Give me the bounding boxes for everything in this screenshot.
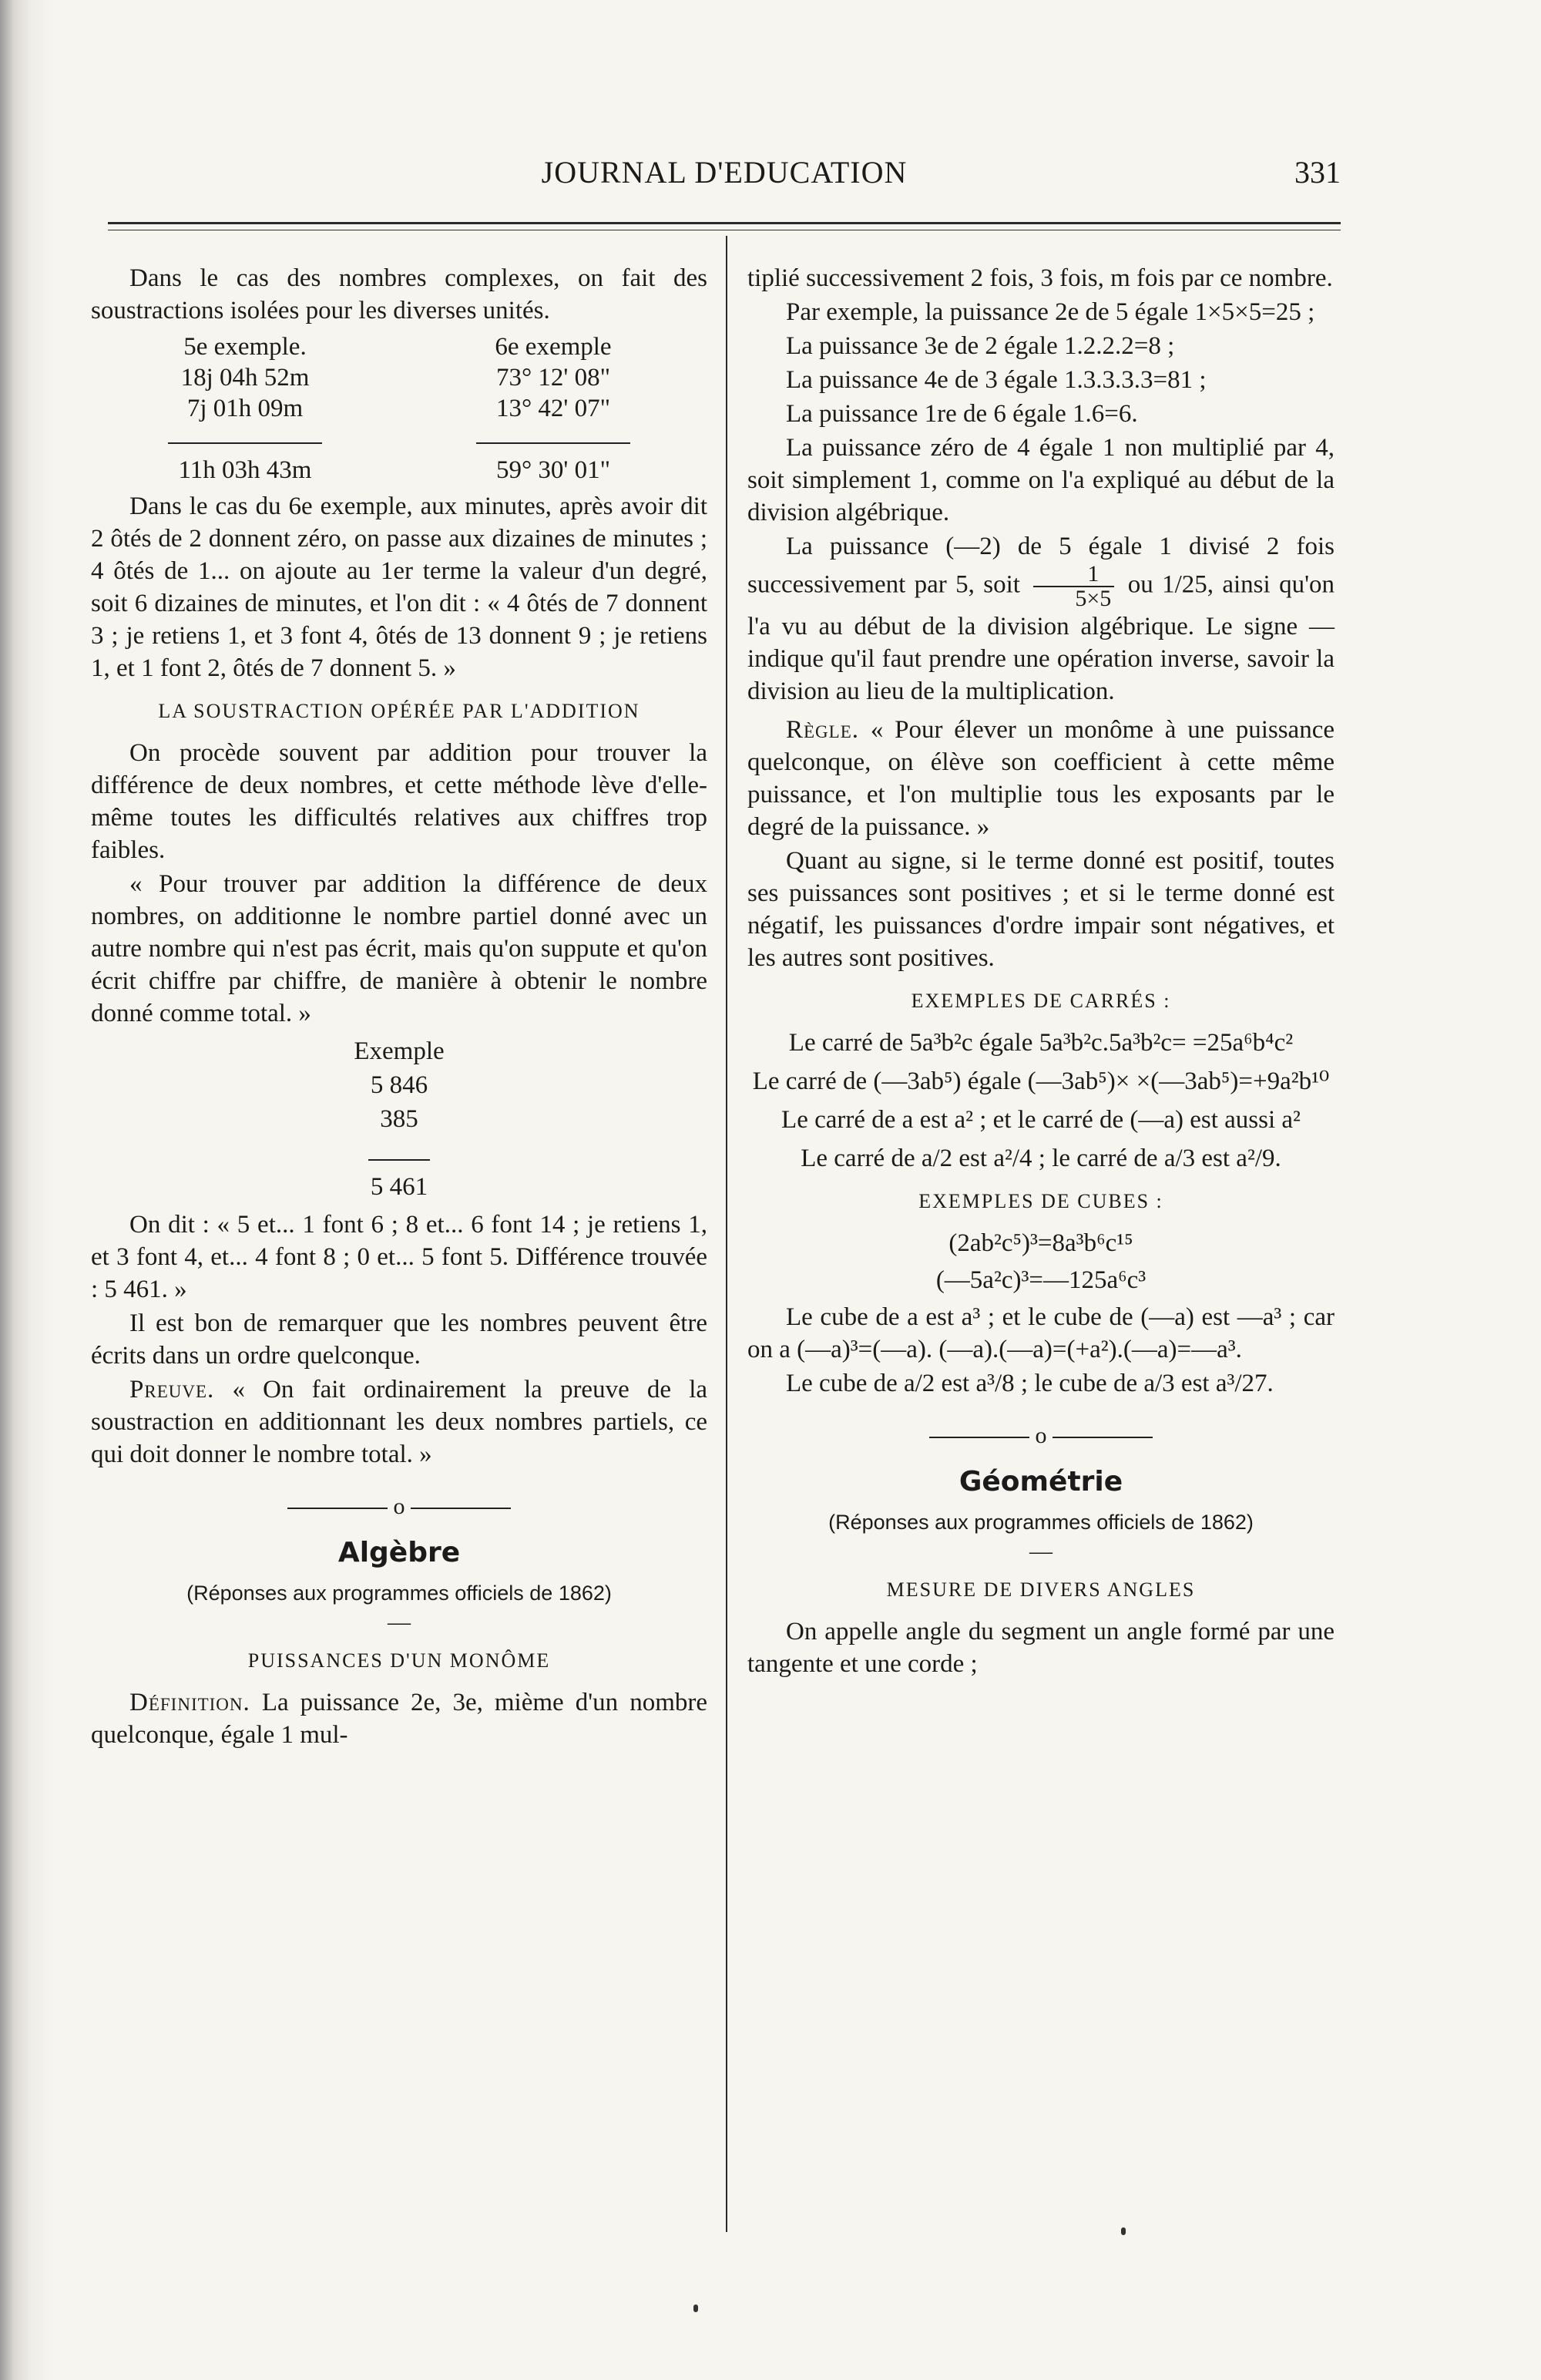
formula-cube-2: (—5a²c)³=—125a⁶c³	[935, 1266, 1147, 1294]
calc-result: 5 461	[370, 1173, 428, 1201]
page-number: 331	[1294, 155, 1341, 190]
official-programs-reference: (Réponses aux programmes officiels de 1862)	[828, 1511, 1254, 1534]
column-divider	[726, 236, 727, 2232]
section-title-geometrie: Géométrie	[959, 1466, 1123, 1498]
complex-subtraction-examples	[91, 331, 707, 486]
left-column	[91, 262, 707, 1753]
running-title: JOURNAL D'EDUCATION	[541, 155, 908, 190]
subheading-soustraction-addition: LA SOUSTRACTION OPÉRÉE PAR L'ADDITION	[158, 700, 640, 722]
example-6-subtrahend: 13° 42' 07"	[495, 395, 611, 422]
example-5-minuend: 18j 04h 52m	[180, 364, 310, 392]
paragraph: Par exemple, la puissance 2e de 5 égale 1×5×5=25 ;	[786, 298, 1315, 326]
official-programs-reference: (Réponses aux programmes officiels de 1862)	[186, 1582, 612, 1605]
paragraph: On appelle angle du segment un angle formé par une tangente et une corde ;	[747, 1618, 1335, 1678]
paragraph: Le cube de a est a³ ; et le cube de (—a) est —a³ ; car on a (—a)³=(—a). (—a).(—a)=(+a²).(—a)=—a³.	[747, 1303, 1335, 1363]
paragraph: On procède souvent par addition pour trouver la différence de deux nombres, et cette méthode lève d'elle-même toutes les difficultés relatives aux chiffres trop faibles.	[91, 739, 707, 864]
formula-carre-1: Le carré de 5a³b²c égale 5a³b²c.5a³b²c= =25a⁶b⁴c²	[788, 1029, 1294, 1057]
addition-example	[91, 1034, 707, 1204]
example-5-result: 11h 03h 43m	[178, 456, 312, 484]
paragraph-quote: « Pour trouver par addition la différence de deux nombres, on additionne le nombre partiel donné avec un autre nombre qui n'est pas écrit, mais qu'on suppute et qu'on écrit chiffre par chiffre, de manière à obtenir le nombre donné comme total. »	[91, 870, 707, 1027]
formula-cube-1: (2ab²c⁵)³=8a³b⁶c¹⁵	[948, 1229, 1133, 1257]
section-title-algebre: Algèbre	[337, 1537, 461, 1568]
definition-text: La puissance 2e, 3e, mième d'un nombre quelconque, égale 1 mul-	[91, 1689, 707, 1749]
negative-power-text-cont: ou 1/25, ainsi qu'on l'a vu au début de la division algébrique. Le signe — indique qu'il faut prendre une opération inverse, savoir la division au lieu de la multiplication.	[747, 570, 1335, 705]
section-separator	[747, 1420, 1335, 1452]
sum-rule	[476, 442, 630, 444]
paragraph: La puissance 3e de 2 égale 1.2.2.2=8 ;	[786, 332, 1175, 360]
regle-text: « Pour élever un monôme à une puissance quelconque, on élève son coefficient à cette même puissance, et l'on multiplie tous les exposants par le degré de la puissance. »	[747, 716, 1335, 841]
right-column	[747, 262, 1335, 1682]
header-rule	[108, 222, 1341, 224]
paragraph: Dans le cas des nombres complexes, on fait des soustractions isolées pour les diverses unités.	[91, 264, 707, 324]
definition-label: Définition.	[129, 1689, 250, 1716]
preuve-text: « On fait ordinairement la preuve de la soustraction en additionnant les deux nombres partiels, ce qui doit donner le nombre total. »	[91, 1376, 708, 1468]
example-label: Exemple	[354, 1037, 445, 1065]
sum-rule	[168, 442, 322, 444]
paragraph: Il est bon de remarquer que les nombres peuvent être écrits dans un ordre quelconque.	[91, 1309, 707, 1370]
calc-minuend: 5 846	[370, 1071, 428, 1099]
formula-carre-4: Le carré de a/2 est a²/4 ; le carré de a/3 est a²/9.	[801, 1145, 1281, 1172]
example-5-label: 5e exemple.	[183, 333, 307, 361]
calc-subtrahend: 385	[380, 1105, 418, 1133]
regle-label: Règle.	[786, 716, 860, 744]
fraction	[1033, 563, 1114, 610]
calc-rule	[368, 1159, 430, 1161]
formula-carre-2: Le carré de (—3ab⁵) égale (—3ab⁵)× ×(—3ab⁵)=+9a²b¹⁰	[752, 1067, 1330, 1095]
paragraph-preuve	[91, 1373, 707, 1471]
subheading-puissances: PUISSANCES D'UN MONÔME	[247, 1649, 551, 1672]
example-6-result: 59° 30' 01"	[495, 456, 611, 484]
fraction-numerator: 1	[1033, 563, 1114, 587]
formula-carre-3: Le carré de a est a² ; et le carré de (—a) est aussi a²	[781, 1106, 1301, 1134]
paragraph: La puissance 1re de 6 égale 1.6=6.	[786, 400, 1138, 428]
page-binding-edge	[0, 0, 54, 2380]
paragraph: La puissance zéro de 4 égale 1 non multiplié par 4, soit simplement 1, comme on l'a expliqué au début de la division algébrique.	[747, 434, 1335, 526]
example-6-minuend: 73° 12' 08"	[495, 364, 611, 392]
print-speck	[1121, 2227, 1126, 2235]
paragraph-definition	[91, 1686, 707, 1751]
paragraph-negative-power	[747, 530, 1335, 708]
paragraph: Quant au signe, si le terme donné est positif, toutes ses puissances sont positives ; et si le terme donné est négatif, les puissances d'ordre impair sont négatives, et les autres sont positives.	[747, 847, 1335, 972]
paragraph: tiplié successivement 2 fois, 3 fois, m fois par ce nombre.	[747, 264, 1333, 292]
separator-mark: o	[393, 1494, 405, 1519]
subheading-angles: MESURE DE DIVERS ANGLES	[886, 1578, 1196, 1601]
subheading-carres: EXEMPLES DE CARRÉS :	[911, 990, 1171, 1012]
section-separator	[91, 1491, 707, 1523]
separator-mark: o	[1035, 1423, 1047, 1448]
example-5-subtrahend: 7j 01h 09m	[186, 395, 304, 422]
paragraph-quote: On dit : « 5 et... 1 font 6 ; 8 et... 6 font 14 ; je retiens 1, et 3 font 4, et... 4 font 8 ; 0 et... 5 font 5. Différence trouvée : 5 461. »	[91, 1211, 707, 1303]
short-dash: —	[388, 1609, 411, 1635]
page-header	[108, 154, 1341, 200]
print-speck	[693, 2304, 698, 2312]
paragraph: Dans le cas du 6e exemple, aux minutes, après avoir dit 2 ôtés de 2 donnent zéro, on passe aux dizaines de minutes ; 4 ôtés de 1... on ajoute au 1er terme la valeur d'un degré, soit 6 dizaines de minutes, et l'on dit : « 4 ôtés de 7 donnent 3 ; je retiens 1, et 3 font 4, ôtés de 13 donnent 9 ; je retiens 1, et 1 font 2, ôtés de 7 donnent 5. »	[91, 492, 707, 682]
paragraph-regle	[747, 714, 1335, 843]
paragraph: Le cube de a/2 est a³/8 ; le cube de a/3 est a³/27.	[786, 1370, 1274, 1397]
preuve-label: Preuve.	[129, 1376, 215, 1403]
fraction-denominator: 5×5	[1075, 586, 1112, 611]
negative-power-text: La puissance (—2) de 5 égale 1 divisé 2 fois successivement par 5, soit	[747, 533, 1335, 599]
example-6-label: 6e exemple	[495, 333, 612, 361]
subheading-cubes: EXEMPLES DE CUBES :	[918, 1190, 1163, 1212]
short-dash: —	[1029, 1538, 1053, 1564]
paragraph: La puissance 4e de 3 égale 1.3.3.3.3=81 ;	[786, 366, 1207, 394]
